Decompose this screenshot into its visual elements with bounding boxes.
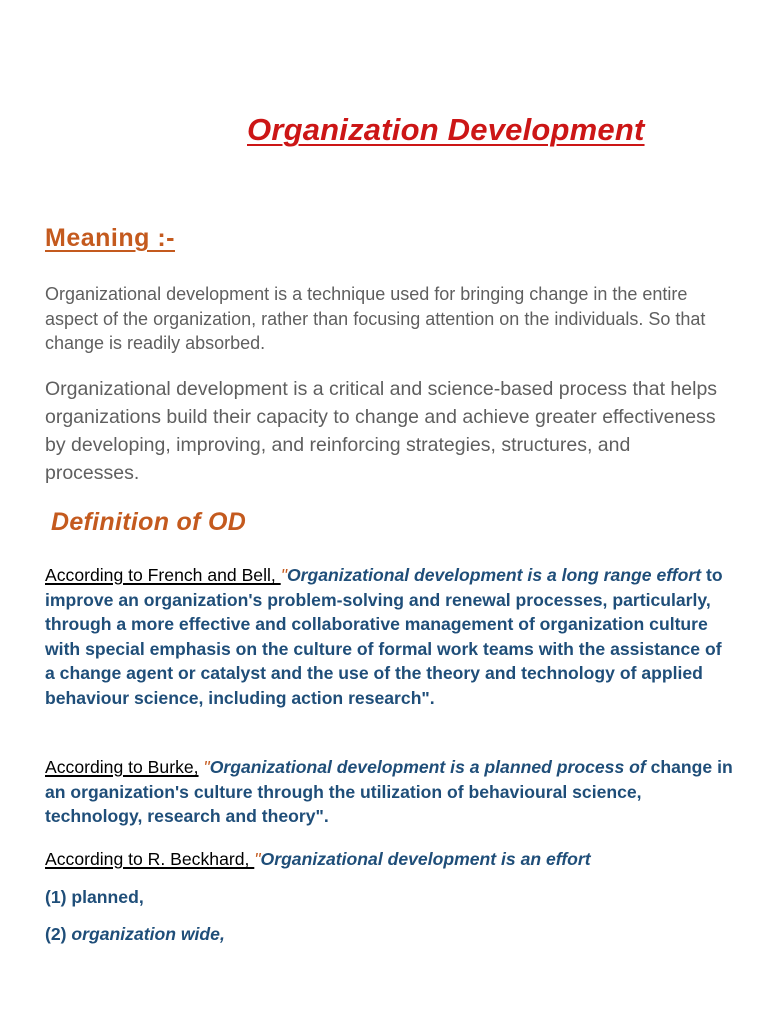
definition-quote-text: Organizational development is a planned process of (209, 757, 646, 777)
list-item-organization-wide (45, 922, 225, 946)
meaning-paragraph-2: Organizational development is a critical and science-based process that helps organizations build their capacity to change and achieve greater effectiveness by developing, improving, and reinforcing strategies, structures, and processes. (45, 378, 718, 484)
definition-burke (45, 755, 735, 829)
definition-heading: Definition of OD (51, 508, 247, 536)
list-item-text: organization wide, (71, 924, 225, 944)
definition-author: According to R. Beckhard, (45, 849, 255, 869)
list-item-text: planned, (71, 887, 144, 907)
list-item-planned (45, 885, 144, 909)
definition-french-bell (45, 563, 735, 711)
list-item-number: (1) (45, 887, 72, 907)
definition-author: According to Burke, (45, 757, 199, 777)
definition-quote-mark: " (280, 565, 287, 585)
list-item-number: (2) (45, 924, 72, 944)
definition-author: According to French and Bell, (45, 565, 281, 585)
definition-rest-text: change in an organization's culture through the utilization of behavioural science, technology, research and theory". (45, 757, 733, 827)
meaning-heading: Meaning :- (45, 224, 175, 252)
definition-quote-mark: " (198, 757, 210, 777)
page-title: Organization Development (247, 112, 645, 147)
definition-rest-text: to improve an organization's problem-solving and renewal processes, particularly, through a more effective and collaborative management of organization culture with special emphasis on the culture of formal work teams with the assistance of a change agent or catalyst and the use of the theory and technology of applied behaviour science, including action research". (45, 565, 723, 708)
definition-beckhard (45, 847, 735, 872)
meaning-paragraph-1: Organizational development is a technique used for bringing change in the entire aspect of the organization, rather than focusing attention on the individuals. So that change is readily absorbed. (45, 284, 706, 354)
definition-quote-text: Organizational development is an effort (260, 849, 591, 869)
definition-quote-text: Organizational development is a long range effort (286, 565, 702, 585)
definition-quote-mark: " (254, 849, 261, 869)
